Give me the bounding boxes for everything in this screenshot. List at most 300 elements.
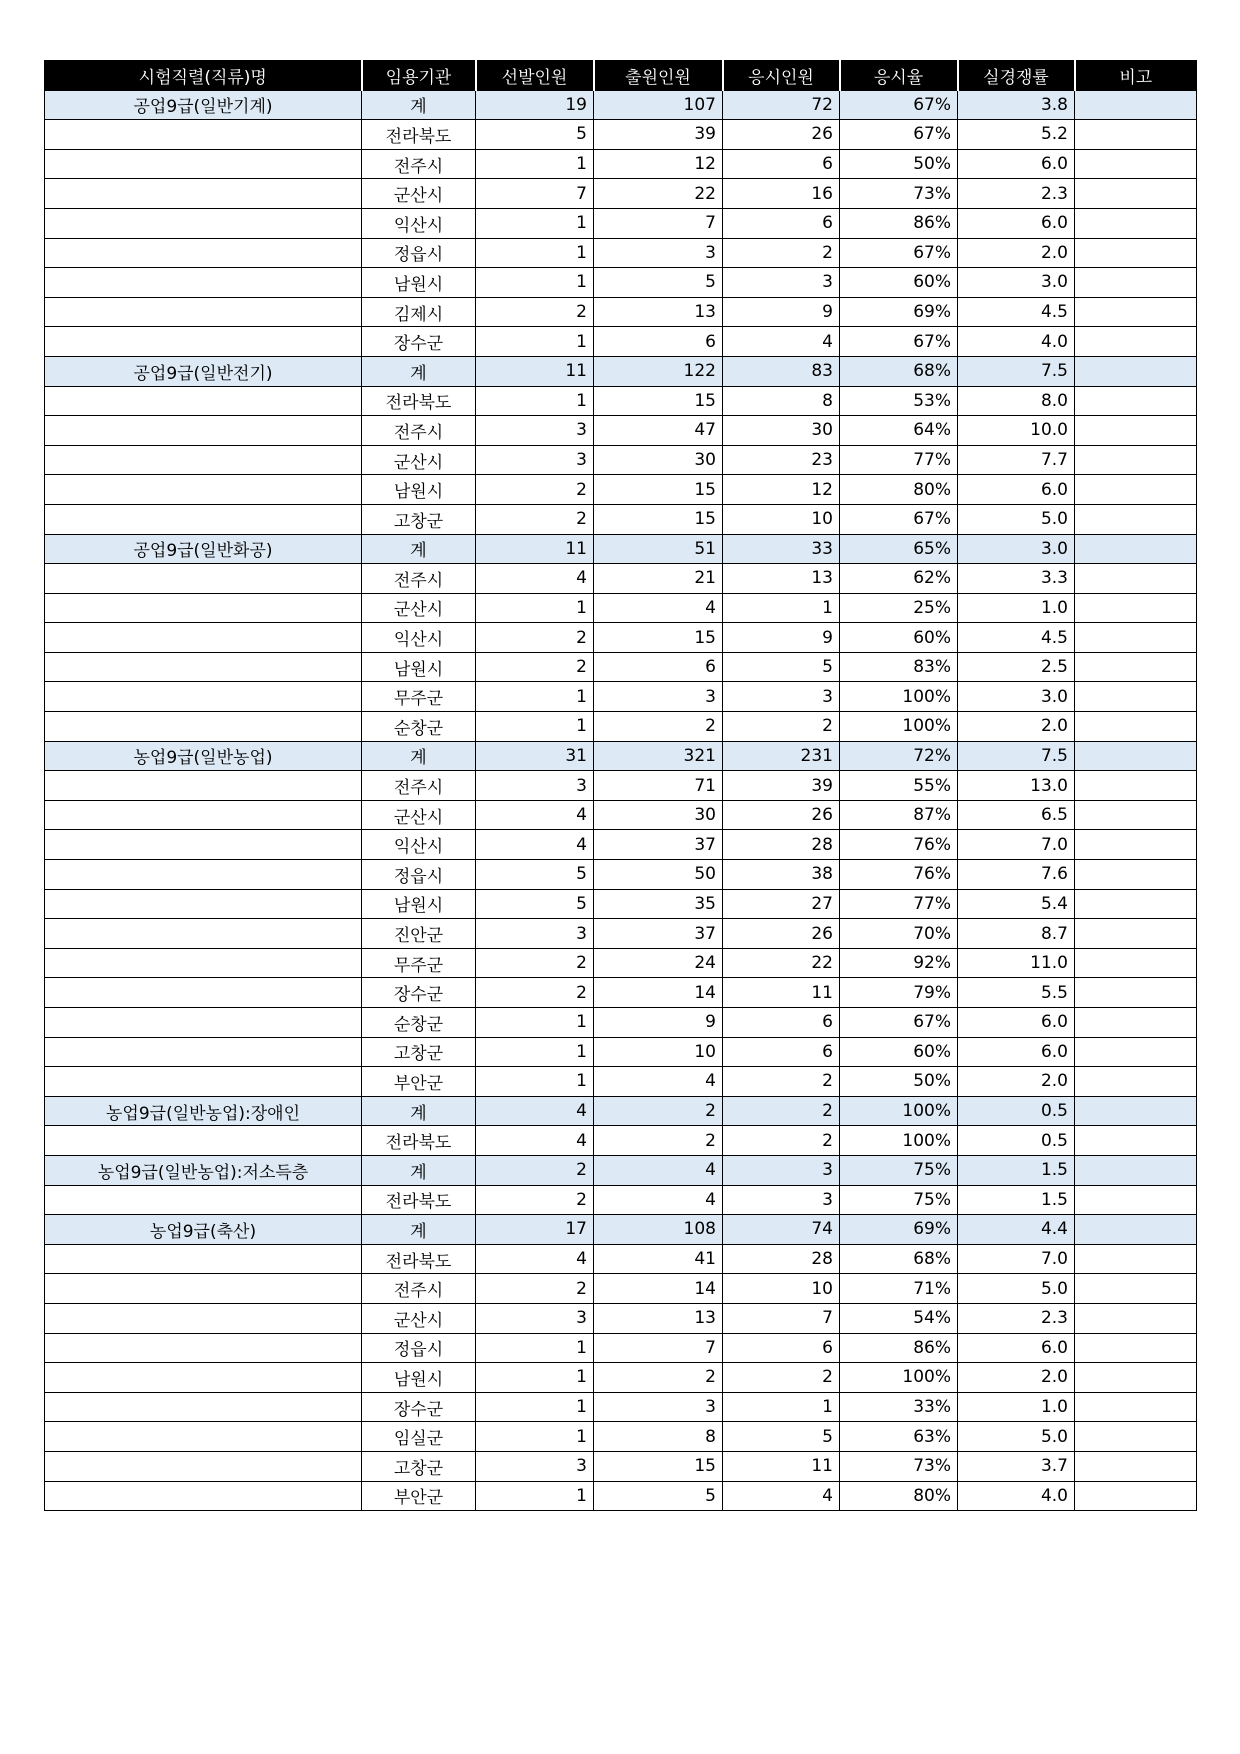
cell-attendance-rate: 65% xyxy=(840,534,958,564)
cell-competition-ratio: 5.0 xyxy=(958,1422,1075,1452)
cell-exam-series: 농업9급(일반농업):저소득층 xyxy=(45,1155,362,1185)
cell-note xyxy=(1075,593,1197,623)
cell-attendance-rate: 63% xyxy=(840,1422,958,1452)
cell-note xyxy=(1075,1303,1197,1333)
cell-exam-series xyxy=(45,208,362,238)
header-selected-count: 선발인원 xyxy=(476,61,594,91)
cell-note xyxy=(1075,919,1197,949)
cell-note xyxy=(1075,208,1197,238)
table-row xyxy=(45,1363,1197,1393)
cell-competition-ratio: 5.4 xyxy=(958,889,1075,919)
cell-note xyxy=(1075,297,1197,327)
cell-competition-ratio: 7.0 xyxy=(958,1244,1075,1274)
table-row xyxy=(45,564,1197,594)
cell-agency: 전라북도 xyxy=(362,120,476,150)
cell-note xyxy=(1075,504,1197,534)
cell-competition-ratio: 5.5 xyxy=(958,978,1075,1008)
cell-competition-ratio: 10.0 xyxy=(958,416,1075,446)
cell-applied-count: 13 xyxy=(594,1303,723,1333)
cell-exam-series xyxy=(45,475,362,505)
cell-applied-count: 13 xyxy=(594,297,723,327)
cell-attendance-rate: 77% xyxy=(840,445,958,475)
cell-exam-series xyxy=(45,1363,362,1393)
cell-agency: 임실군 xyxy=(362,1422,476,1452)
cell-agency: 정읍시 xyxy=(362,860,476,890)
table-row xyxy=(45,1244,1197,1274)
cell-selected-count: 1 xyxy=(476,1363,594,1393)
table-row xyxy=(45,1333,1197,1363)
table-row xyxy=(45,1037,1197,1067)
cell-agency: 계 xyxy=(362,741,476,771)
cell-exam-series xyxy=(45,1392,362,1422)
cell-note xyxy=(1075,1244,1197,1274)
table-row xyxy=(45,327,1197,357)
table-row xyxy=(45,771,1197,801)
cell-attendance-rate: 60% xyxy=(840,623,958,653)
cell-agency: 무주군 xyxy=(362,948,476,978)
cell-attended-count: 23 xyxy=(723,445,840,475)
cell-note xyxy=(1075,356,1197,386)
cell-attendance-rate: 60% xyxy=(840,268,958,298)
cell-attended-count: 2 xyxy=(723,1126,840,1156)
cell-note xyxy=(1075,889,1197,919)
cell-applied-count: 3 xyxy=(594,238,723,268)
cell-attendance-rate: 71% xyxy=(840,1274,958,1304)
cell-selected-count: 2 xyxy=(476,978,594,1008)
cell-applied-count: 108 xyxy=(594,1215,723,1245)
table-row xyxy=(45,652,1197,682)
cell-attendance-rate: 83% xyxy=(840,652,958,682)
table-row xyxy=(45,475,1197,505)
cell-exam-series xyxy=(45,1126,362,1156)
cell-attended-count: 26 xyxy=(723,919,840,949)
cell-attendance-rate: 69% xyxy=(840,1215,958,1245)
cell-competition-ratio: 7.5 xyxy=(958,356,1075,386)
cell-note xyxy=(1075,564,1197,594)
cell-selected-count: 4 xyxy=(476,830,594,860)
cell-attendance-rate: 67% xyxy=(840,327,958,357)
cell-applied-count: 7 xyxy=(594,1333,723,1363)
cell-selected-count: 1 xyxy=(476,1392,594,1422)
cell-attendance-rate: 67% xyxy=(840,120,958,150)
cell-selected-count: 2 xyxy=(476,652,594,682)
cell-selected-count: 4 xyxy=(476,1244,594,1274)
cell-applied-count: 37 xyxy=(594,830,723,860)
cell-agency: 계 xyxy=(362,534,476,564)
cell-selected-count: 2 xyxy=(476,297,594,327)
cell-agency: 군산시 xyxy=(362,445,476,475)
cell-exam-series xyxy=(45,149,362,179)
cell-agency: 전라북도 xyxy=(362,1126,476,1156)
cell-selected-count: 5 xyxy=(476,860,594,890)
cell-attendance-rate: 54% xyxy=(840,1303,958,1333)
cell-agency: 익산시 xyxy=(362,623,476,653)
cell-note xyxy=(1075,800,1197,830)
cell-note xyxy=(1075,327,1197,357)
cell-competition-ratio: 6.0 xyxy=(958,149,1075,179)
cell-attendance-rate: 100% xyxy=(840,682,958,712)
cell-attendance-rate: 75% xyxy=(840,1155,958,1185)
cell-attendance-rate: 60% xyxy=(840,1037,958,1067)
header-note: 비고 xyxy=(1075,61,1197,91)
cell-note xyxy=(1075,682,1197,712)
cell-attendance-rate: 67% xyxy=(840,504,958,534)
cell-agency: 계 xyxy=(362,90,476,120)
cell-applied-count: 5 xyxy=(594,1481,723,1511)
cell-applied-count: 8 xyxy=(594,1422,723,1452)
cell-exam-series xyxy=(45,1185,362,1215)
cell-exam-series xyxy=(45,1333,362,1363)
cell-agency: 전주시 xyxy=(362,771,476,801)
table-body xyxy=(45,90,1197,1511)
cell-selected-count: 2 xyxy=(476,1274,594,1304)
cell-competition-ratio: 2.5 xyxy=(958,652,1075,682)
cell-applied-count: 4 xyxy=(594,1185,723,1215)
cell-note xyxy=(1075,1185,1197,1215)
cell-note xyxy=(1075,179,1197,209)
header-applied-count: 출원인원 xyxy=(594,61,723,91)
cell-attended-count: 1 xyxy=(723,1392,840,1422)
cell-exam-series xyxy=(45,1274,362,1304)
cell-selected-count: 1 xyxy=(476,386,594,416)
cell-attended-count: 2 xyxy=(723,712,840,742)
cell-competition-ratio: 1.0 xyxy=(958,593,1075,623)
cell-attended-count: 13 xyxy=(723,564,840,594)
cell-attended-count: 30 xyxy=(723,416,840,446)
cell-competition-ratio: 5.0 xyxy=(958,504,1075,534)
cell-attendance-rate: 67% xyxy=(840,1008,958,1038)
cell-competition-ratio: 4.5 xyxy=(958,297,1075,327)
cell-competition-ratio: 7.6 xyxy=(958,860,1075,890)
cell-attendance-rate: 76% xyxy=(840,830,958,860)
cell-exam-series: 농업9급(일반농업):장애인 xyxy=(45,1096,362,1126)
cell-attendance-rate: 92% xyxy=(840,948,958,978)
cell-note xyxy=(1075,1363,1197,1393)
cell-selected-count: 5 xyxy=(476,889,594,919)
cell-attendance-rate: 64% xyxy=(840,416,958,446)
cell-competition-ratio: 7.7 xyxy=(958,445,1075,475)
cell-applied-count: 5 xyxy=(594,268,723,298)
cell-applied-count: 22 xyxy=(594,179,723,209)
cell-note xyxy=(1075,623,1197,653)
cell-attendance-rate: 100% xyxy=(840,1096,958,1126)
cell-attended-count: 38 xyxy=(723,860,840,890)
cell-applied-count: 30 xyxy=(594,800,723,830)
cell-exam-series xyxy=(45,416,362,446)
cell-applied-count: 47 xyxy=(594,416,723,446)
cell-applied-count: 3 xyxy=(594,1392,723,1422)
cell-selected-count: 3 xyxy=(476,1303,594,1333)
cell-exam-series xyxy=(45,800,362,830)
cell-attended-count: 9 xyxy=(723,623,840,653)
cell-applied-count: 9 xyxy=(594,1008,723,1038)
cell-attendance-rate: 86% xyxy=(840,1333,958,1363)
cell-selected-count: 4 xyxy=(476,564,594,594)
cell-competition-ratio: 4.0 xyxy=(958,327,1075,357)
cell-competition-ratio: 2.0 xyxy=(958,1067,1075,1097)
cell-competition-ratio: 7.5 xyxy=(958,741,1075,771)
cell-attended-count: 28 xyxy=(723,1244,840,1274)
cell-applied-count: 321 xyxy=(594,741,723,771)
cell-selected-count: 1 xyxy=(476,593,594,623)
cell-applied-count: 4 xyxy=(594,593,723,623)
cell-exam-series xyxy=(45,268,362,298)
cell-note xyxy=(1075,1096,1197,1126)
cell-agency: 전주시 xyxy=(362,416,476,446)
table-row xyxy=(45,120,1197,150)
cell-exam-series xyxy=(45,1244,362,1274)
cell-attendance-rate: 25% xyxy=(840,593,958,623)
cell-selected-count: 1 xyxy=(476,238,594,268)
cell-attended-count: 2 xyxy=(723,1096,840,1126)
cell-attendance-rate: 80% xyxy=(840,1481,958,1511)
cell-selected-count: 1 xyxy=(476,268,594,298)
table-row xyxy=(45,208,1197,238)
cell-competition-ratio: 4.4 xyxy=(958,1215,1075,1245)
cell-selected-count: 2 xyxy=(476,504,594,534)
header-exam-series: 시험직렬(직류)명 xyxy=(45,61,362,91)
cell-agency: 장수군 xyxy=(362,978,476,1008)
cell-competition-ratio: 2.0 xyxy=(958,1363,1075,1393)
cell-attendance-rate: 50% xyxy=(840,1067,958,1097)
cell-exam-series xyxy=(45,978,362,1008)
cell-exam-series xyxy=(45,445,362,475)
cell-agency: 부안군 xyxy=(362,1067,476,1097)
cell-selected-count: 4 xyxy=(476,800,594,830)
table-row xyxy=(45,238,1197,268)
cell-attended-count: 22 xyxy=(723,948,840,978)
cell-attended-count: 26 xyxy=(723,800,840,830)
cell-applied-count: 71 xyxy=(594,771,723,801)
cell-attendance-rate: 33% xyxy=(840,1392,958,1422)
cell-agency: 계 xyxy=(362,1155,476,1185)
cell-selected-count: 1 xyxy=(476,1422,594,1452)
cell-attended-count: 2 xyxy=(723,238,840,268)
cell-agency: 정읍시 xyxy=(362,1333,476,1363)
cell-attended-count: 11 xyxy=(723,1451,840,1481)
cell-selected-count: 5 xyxy=(476,120,594,150)
cell-exam-series xyxy=(45,860,362,890)
cell-attended-count: 39 xyxy=(723,771,840,801)
cell-competition-ratio: 13.0 xyxy=(958,771,1075,801)
cell-note xyxy=(1075,1481,1197,1511)
cell-attended-count: 4 xyxy=(723,327,840,357)
cell-attended-count: 3 xyxy=(723,682,840,712)
cell-competition-ratio: 4.5 xyxy=(958,623,1075,653)
cell-attendance-rate: 62% xyxy=(840,564,958,594)
cell-selected-count: 1 xyxy=(476,1037,594,1067)
cell-note xyxy=(1075,978,1197,1008)
table-row xyxy=(45,800,1197,830)
table-row xyxy=(45,1126,1197,1156)
cell-agency: 부안군 xyxy=(362,1481,476,1511)
cell-applied-count: 12 xyxy=(594,149,723,179)
cell-applied-count: 15 xyxy=(594,475,723,505)
cell-selected-count: 17 xyxy=(476,1215,594,1245)
cell-agency: 군산시 xyxy=(362,179,476,209)
cell-attended-count: 6 xyxy=(723,149,840,179)
cell-competition-ratio: 3.7 xyxy=(958,1451,1075,1481)
cell-competition-ratio: 11.0 xyxy=(958,948,1075,978)
cell-competition-ratio: 1.0 xyxy=(958,1392,1075,1422)
table-row-total xyxy=(45,741,1197,771)
cell-attended-count: 6 xyxy=(723,1333,840,1363)
cell-exam-series xyxy=(45,830,362,860)
cell-agency: 장수군 xyxy=(362,327,476,357)
table-header xyxy=(45,61,1197,91)
cell-note xyxy=(1075,948,1197,978)
cell-applied-count: 14 xyxy=(594,1274,723,1304)
cell-competition-ratio: 2.3 xyxy=(958,179,1075,209)
cell-attendance-rate: 73% xyxy=(840,1451,958,1481)
table-row xyxy=(45,1422,1197,1452)
table-row xyxy=(45,1481,1197,1511)
cell-attended-count: 26 xyxy=(723,120,840,150)
cell-attended-count: 6 xyxy=(723,1008,840,1038)
cell-note xyxy=(1075,445,1197,475)
cell-note xyxy=(1075,416,1197,446)
header-attended-count: 응시인원 xyxy=(723,61,840,91)
cell-applied-count: 15 xyxy=(594,504,723,534)
cell-agency: 고창군 xyxy=(362,1037,476,1067)
cell-exam-series xyxy=(45,297,362,327)
cell-selected-count: 1 xyxy=(476,1067,594,1097)
table-row xyxy=(45,297,1197,327)
table-row-total xyxy=(45,1096,1197,1126)
cell-selected-count: 2 xyxy=(476,1185,594,1215)
cell-agency: 전라북도 xyxy=(362,1244,476,1274)
cell-attended-count: 12 xyxy=(723,475,840,505)
cell-attendance-rate: 67% xyxy=(840,238,958,268)
cell-agency: 계 xyxy=(362,356,476,386)
cell-competition-ratio: 1.5 xyxy=(958,1155,1075,1185)
table-row xyxy=(45,1067,1197,1097)
cell-competition-ratio: 6.5 xyxy=(958,800,1075,830)
cell-attendance-rate: 87% xyxy=(840,800,958,830)
cell-agency: 장수군 xyxy=(362,1392,476,1422)
cell-agency: 전주시 xyxy=(362,564,476,594)
cell-note xyxy=(1075,771,1197,801)
cell-attended-count: 16 xyxy=(723,179,840,209)
cell-note xyxy=(1075,475,1197,505)
cell-selected-count: 2 xyxy=(476,623,594,653)
cell-agency: 익산시 xyxy=(362,208,476,238)
cell-exam-series xyxy=(45,1037,362,1067)
cell-selected-count: 3 xyxy=(476,1451,594,1481)
cell-agency: 순창군 xyxy=(362,712,476,742)
cell-applied-count: 30 xyxy=(594,445,723,475)
cell-applied-count: 107 xyxy=(594,90,723,120)
cell-attendance-rate: 69% xyxy=(840,297,958,327)
cell-competition-ratio: 0.5 xyxy=(958,1096,1075,1126)
cell-exam-series xyxy=(45,623,362,653)
cell-applied-count: 15 xyxy=(594,623,723,653)
cell-agency: 전주시 xyxy=(362,149,476,179)
cell-applied-count: 6 xyxy=(594,652,723,682)
cell-applied-count: 41 xyxy=(594,1244,723,1274)
cell-agency: 무주군 xyxy=(362,682,476,712)
cell-note xyxy=(1075,1333,1197,1363)
cell-attendance-rate: 76% xyxy=(840,860,958,890)
table-row xyxy=(45,1185,1197,1215)
cell-applied-count: 14 xyxy=(594,978,723,1008)
cell-competition-ratio: 0.5 xyxy=(958,1126,1075,1156)
cell-selected-count: 2 xyxy=(476,948,594,978)
table-row xyxy=(45,1451,1197,1481)
table-row xyxy=(45,445,1197,475)
cell-competition-ratio: 8.0 xyxy=(958,386,1075,416)
cell-exam-series xyxy=(45,238,362,268)
table-row xyxy=(45,830,1197,860)
cell-agency: 전라북도 xyxy=(362,1185,476,1215)
cell-attended-count: 231 xyxy=(723,741,840,771)
cell-attendance-rate: 68% xyxy=(840,1244,958,1274)
cell-agency: 정읍시 xyxy=(362,238,476,268)
cell-applied-count: 122 xyxy=(594,356,723,386)
cell-agency: 군산시 xyxy=(362,1303,476,1333)
header-competition-ratio: 실경쟁률 xyxy=(958,61,1075,91)
cell-selected-count: 11 xyxy=(476,534,594,564)
cell-note xyxy=(1075,1067,1197,1097)
cell-attended-count: 74 xyxy=(723,1215,840,1245)
cell-attended-count: 4 xyxy=(723,1481,840,1511)
cell-attendance-rate: 100% xyxy=(840,1126,958,1156)
cell-attendance-rate: 77% xyxy=(840,889,958,919)
cell-note xyxy=(1075,1037,1197,1067)
header-attendance-rate: 응시율 xyxy=(840,61,958,91)
cell-selected-count: 1 xyxy=(476,682,594,712)
cell-attended-count: 27 xyxy=(723,889,840,919)
cell-agency: 계 xyxy=(362,1215,476,1245)
cell-attendance-rate: 75% xyxy=(840,1185,958,1215)
cell-agency: 남원시 xyxy=(362,1363,476,1393)
cell-attendance-rate: 80% xyxy=(840,475,958,505)
cell-attended-count: 3 xyxy=(723,1155,840,1185)
cell-note xyxy=(1075,1422,1197,1452)
cell-competition-ratio: 3.8 xyxy=(958,90,1075,120)
cell-applied-count: 37 xyxy=(594,919,723,949)
cell-attended-count: 28 xyxy=(723,830,840,860)
cell-exam-series: 농업9급(축산) xyxy=(45,1215,362,1245)
cell-applied-count: 35 xyxy=(594,889,723,919)
cell-applied-count: 10 xyxy=(594,1037,723,1067)
cell-attended-count: 8 xyxy=(723,386,840,416)
table-row xyxy=(45,1303,1197,1333)
cell-attendance-rate: 100% xyxy=(840,1363,958,1393)
table-row-total xyxy=(45,356,1197,386)
cell-note xyxy=(1075,149,1197,179)
cell-exam-series xyxy=(45,504,362,534)
table-row-total xyxy=(45,1155,1197,1185)
cell-note xyxy=(1075,652,1197,682)
cell-selected-count: 4 xyxy=(476,1096,594,1126)
cell-competition-ratio: 2.0 xyxy=(958,712,1075,742)
cell-competition-ratio: 6.0 xyxy=(958,1008,1075,1038)
cell-competition-ratio: 2.3 xyxy=(958,1303,1075,1333)
table-row-total xyxy=(45,1215,1197,1245)
cell-applied-count: 4 xyxy=(594,1067,723,1097)
cell-attended-count: 3 xyxy=(723,268,840,298)
cell-exam-series xyxy=(45,120,362,150)
cell-note xyxy=(1075,741,1197,771)
table-row xyxy=(45,978,1197,1008)
cell-attended-count: 10 xyxy=(723,1274,840,1304)
cell-selected-count: 1 xyxy=(476,327,594,357)
cell-selected-count: 4 xyxy=(476,1126,594,1156)
cell-applied-count: 6 xyxy=(594,327,723,357)
cell-attendance-rate: 55% xyxy=(840,771,958,801)
cell-competition-ratio: 6.0 xyxy=(958,1037,1075,1067)
